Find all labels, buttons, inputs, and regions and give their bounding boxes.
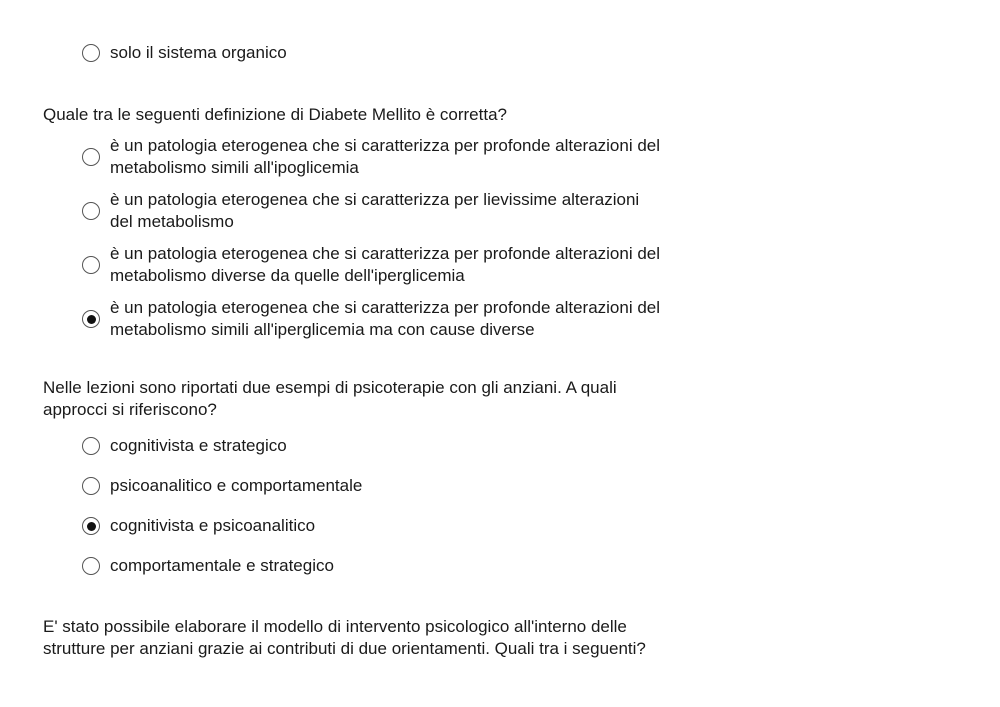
option-label: è un patologia eterogenea che si caratterizza per profonde alterazioni del metabolismo diverse da quelle dell'iperglicemia [110,244,661,285]
question-text [43,377,733,421]
q1-option-3[interactable] [82,243,742,287]
q0-option-1[interactable] [82,42,742,64]
option-label: cognitivista e psicoanalitico [110,516,316,535]
question-line: Nelle lezioni sono riportati due esempi di psicoterapie con gli anziani. A quali [43,378,617,397]
question-line: approcci si riferiscono? [43,400,217,419]
q1-option-4[interactable] [82,297,742,341]
option-label: solo il sistema organico [110,43,287,62]
option-label: è un patologia eterogenea che si caratterizza per lievissime alterazioni del metabolismo [110,190,640,231]
q1-option-1[interactable] [82,135,742,179]
q2-option-2[interactable] [82,475,742,497]
option-label: cognitivista e strategico [110,436,287,455]
radio-button[interactable] [82,477,100,495]
q2-option-3[interactable] [82,515,742,537]
radio-button-selected[interactable] [82,310,100,328]
question-text [43,616,733,660]
radio-button[interactable] [82,202,100,220]
q1-option-2[interactable] [82,189,742,233]
radio-button[interactable] [82,557,100,575]
option-label: psicoanalitico e comportamentale [110,476,363,495]
radio-button[interactable] [82,44,100,62]
option-label: comportamentale e strategico [110,556,334,575]
option-label: è un patologia eterogenea che si caratterizza per profonde alterazioni del metabolismo simili all'ipoglicemia [110,136,661,177]
radio-button[interactable] [82,256,100,274]
question-text [43,104,733,126]
radio-button-selected[interactable] [82,517,100,535]
radio-button[interactable] [82,437,100,455]
q2-option-4[interactable] [82,555,742,577]
question-line: Quale tra le seguenti definizione di Diabete Mellito è corretta? [43,105,507,124]
question-line: strutture per anziani grazie ai contributi di due orientamenti. Quali tra i seguenti? [43,639,646,658]
option-label: è un patologia eterogenea che si caratterizza per profonde alterazioni del metabolismo simili all'iperglicemia ma con cause diverse [110,298,661,339]
q2-option-1[interactable] [82,435,742,457]
radio-button[interactable] [82,148,100,166]
question-line: E' stato possibile elaborare il modello di intervento psicologico all'interno delle [43,617,627,636]
